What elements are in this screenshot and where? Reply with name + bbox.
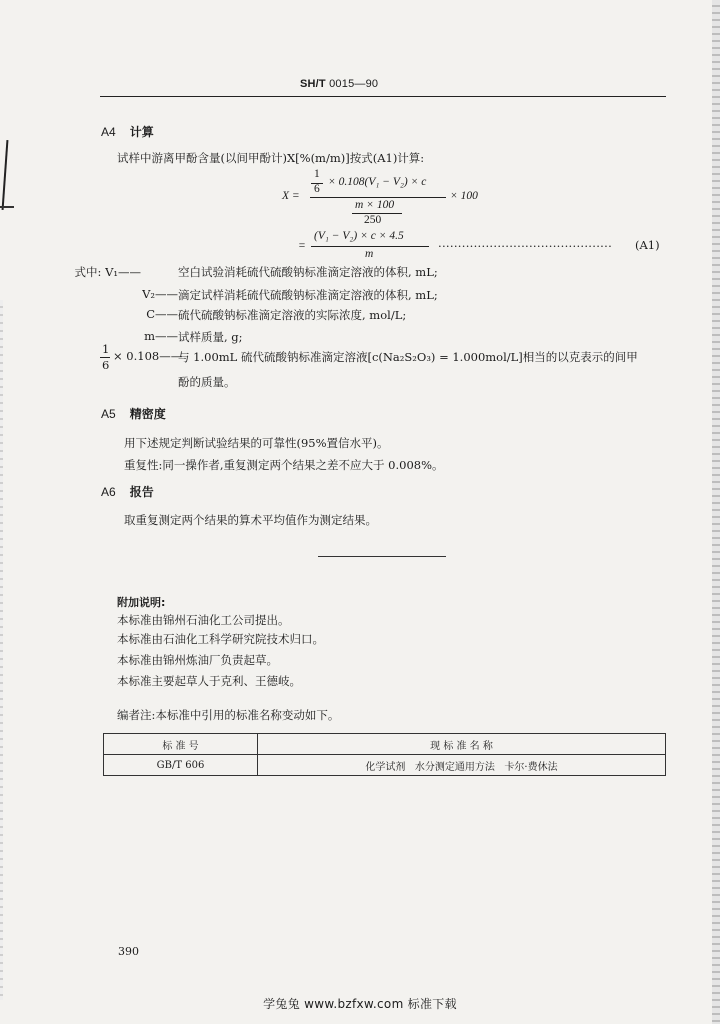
section-title: 精密度	[129, 407, 166, 421]
note-line: 本标准主要起草人于克利、王德岐。	[117, 674, 301, 688]
symbol-v1: 式中: V₁——	[74, 265, 141, 279]
main-fraction-bar	[310, 197, 446, 198]
note-line: 本标准由石油化工科学研究院技术归口。	[117, 632, 324, 646]
inner-fraction-denominator: 6	[314, 183, 320, 195]
symbol-m-definition: 试样质量, g;	[178, 330, 243, 344]
formula-numerator: × 0.108(V₁ − V₂) × c	[328, 176, 427, 188]
symbol-c: C——	[146, 307, 178, 321]
symbol-v1-definition: 空白试验消耗硫代硫酸钠标准滴定溶液的体积, mL;	[178, 265, 438, 279]
table-row	[104, 755, 666, 776]
report-line1: 取重复测定两个结果的算术平均值作为测定结果。	[124, 513, 377, 527]
table-header-row	[104, 734, 666, 755]
section-heading-a4	[101, 123, 154, 140]
standards-table	[103, 733, 666, 776]
section-number: A5	[101, 407, 116, 421]
formula-label: (A1)	[635, 238, 660, 252]
formula-leader-dots: ............................................	[438, 236, 613, 250]
header-code-rest: 0015—90	[325, 78, 379, 90]
scan-edge-noise	[712, 0, 720, 1024]
symbol-v2-definition: 滴定试样消耗硫代硫酸钠标准滴定溶液的体积, mL;	[178, 288, 438, 302]
column-header-current-name: 现 标 准 名 称	[258, 734, 666, 755]
formula-equals: =	[298, 240, 306, 252]
inner-fraction-numerator: 1	[314, 168, 320, 180]
symbol-c-definition: 硫代硫酸钠标准滴定溶液的实际浓度, mol/L;	[178, 308, 407, 322]
constant-fraction-denominator: 6	[102, 358, 110, 372]
column-header-standard-number: 标 准 号	[104, 734, 258, 755]
note-line: 本标准由锦州石油化工公司提出。	[117, 613, 290, 627]
formula-times-100: × 100	[450, 190, 478, 202]
constant-definition-line2: 酚的质量。	[178, 375, 236, 389]
denominator-bottom: 250	[364, 214, 382, 226]
end-rule	[318, 556, 446, 557]
symbol-m: m——	[144, 329, 178, 343]
note-line: 本标准由锦州炼油厂负责起草。	[117, 653, 278, 667]
notes-title: 附加说明:	[117, 596, 166, 609]
scan-edge-mark	[0, 206, 14, 216]
section-heading-a6	[101, 483, 154, 500]
constant-symbol: × 0.108——	[113, 349, 183, 363]
constant-definition-line1: 与 1.00mL 硫代硫酸钠标准滴定溶液[c(Na₂S₂O₃) = 1.000mol/L]相当的以克表示的间甲	[178, 350, 638, 364]
formula-lhs: X =	[282, 190, 300, 202]
formula-intro: 试样中游离甲酚含量(以间甲酚计)X[%(m/m)]按式(A1)计算:	[117, 151, 425, 165]
header-code-bold: SH/T	[300, 78, 326, 90]
simplified-fraction-bar	[311, 246, 429, 247]
constant-fraction-numerator: 1	[102, 342, 110, 356]
table-cell-current-name: 化学试剂 水分测定通用方法 卡尔·费休法	[258, 755, 666, 776]
simplified-numerator: (V₁ − V₂) × c × 4.5	[314, 230, 404, 242]
table-cell-standard-number: GB/T 606	[104, 755, 258, 776]
header-rule	[100, 96, 666, 97]
scan-edge-mark	[2, 140, 9, 210]
scan-edge-noise	[0, 300, 3, 1000]
section-title: 报告	[129, 485, 154, 499]
running-header	[300, 78, 378, 90]
precision-line2: 重复性:同一操作者,重复测定两个结果之差不应大于 0.008%。	[124, 458, 444, 472]
symbol-v2: V₂——	[142, 287, 178, 301]
section-number: A4	[101, 125, 116, 139]
section-heading-a5	[101, 405, 166, 422]
section-title: 计算	[129, 125, 154, 139]
denominator-top: m × 100	[355, 199, 395, 211]
watermark-footer: 学兔兔 www.bzfxw.com 标准下载	[263, 997, 457, 1011]
simplified-denominator: m	[365, 248, 374, 260]
editor-note: 编者注:本标准中引用的标准名称变动如下。	[117, 708, 340, 722]
page-number: 390	[118, 945, 139, 958]
precision-line1: 用下述规定判断试验结果的可靠性(95%置信水平)。	[124, 436, 389, 450]
section-number: A6	[101, 485, 116, 499]
